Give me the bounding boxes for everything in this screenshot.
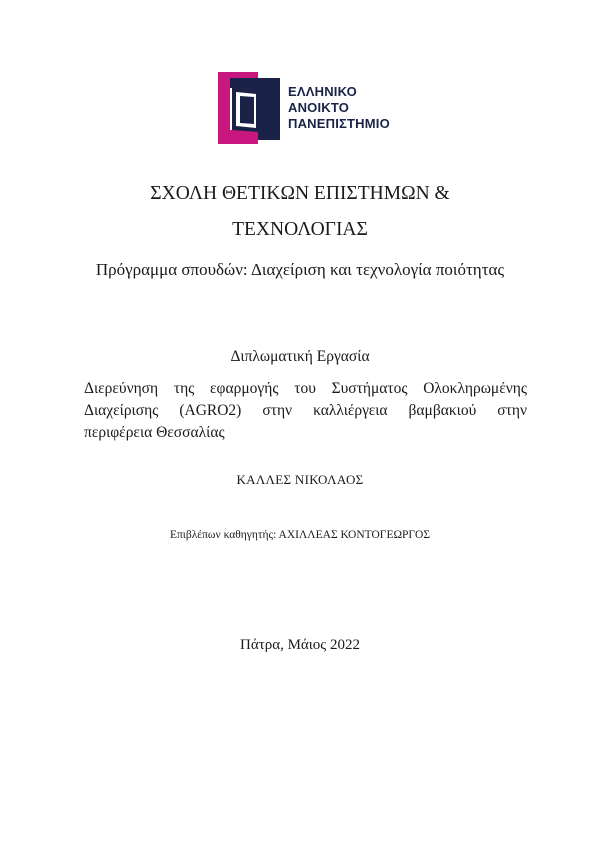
thesis-title-line: Διαχείρισης (AGRO2) στην καλλιέργεια βαμβακιού στην	[84, 402, 527, 419]
school-name-line-2: ΤΕΧΝΟΛΟΓΙΑΣ	[232, 219, 368, 240]
program-title: Πρόγραμμα σπουδών: Διαχείριση και τεχνολογία ποιότητας	[95, 260, 505, 279]
logo-emblem-icon	[218, 70, 288, 146]
place-date: Πάτρα, Μάιος 2022	[240, 637, 360, 653]
thesis-title-line: περιφέρεια Θεσσαλίας	[84, 424, 225, 441]
logo-wordmark	[288, 84, 390, 132]
logo-line-2: ΑΝΟΙΚΤΟ	[288, 100, 350, 115]
logo-line-1: ΕΛΛΗΝΙΚΟ	[288, 84, 357, 99]
thesis-title	[84, 378, 527, 444]
university-logo	[218, 70, 408, 146]
author-name: ΚΑΛΛΕΣ ΝΙΚΟΛΑΟΣ	[236, 472, 364, 487]
school-name-line-1: ΣΧΟΛΗ ΘΕΤΙΚΩΝ ΕΠΙΣΤΗΜΩΝ &	[150, 183, 450, 204]
supervisor: Επιβλέπων καθηγητής: ΑΧΙΛΛΕΑΣ ΚΟΝΤΟΓΕΩΡΓΟΣ	[169, 529, 431, 541]
thesis-title-line: Διερεύνηση της εφαρμογής του Συστήματος Ολοκληρωμένης	[84, 380, 527, 397]
thesis-type: Διπλωματική Εργασία	[230, 348, 370, 365]
logo-line-3: ΠΑΝΕΠΙΣΤΗΜΙΟ	[288, 116, 390, 131]
